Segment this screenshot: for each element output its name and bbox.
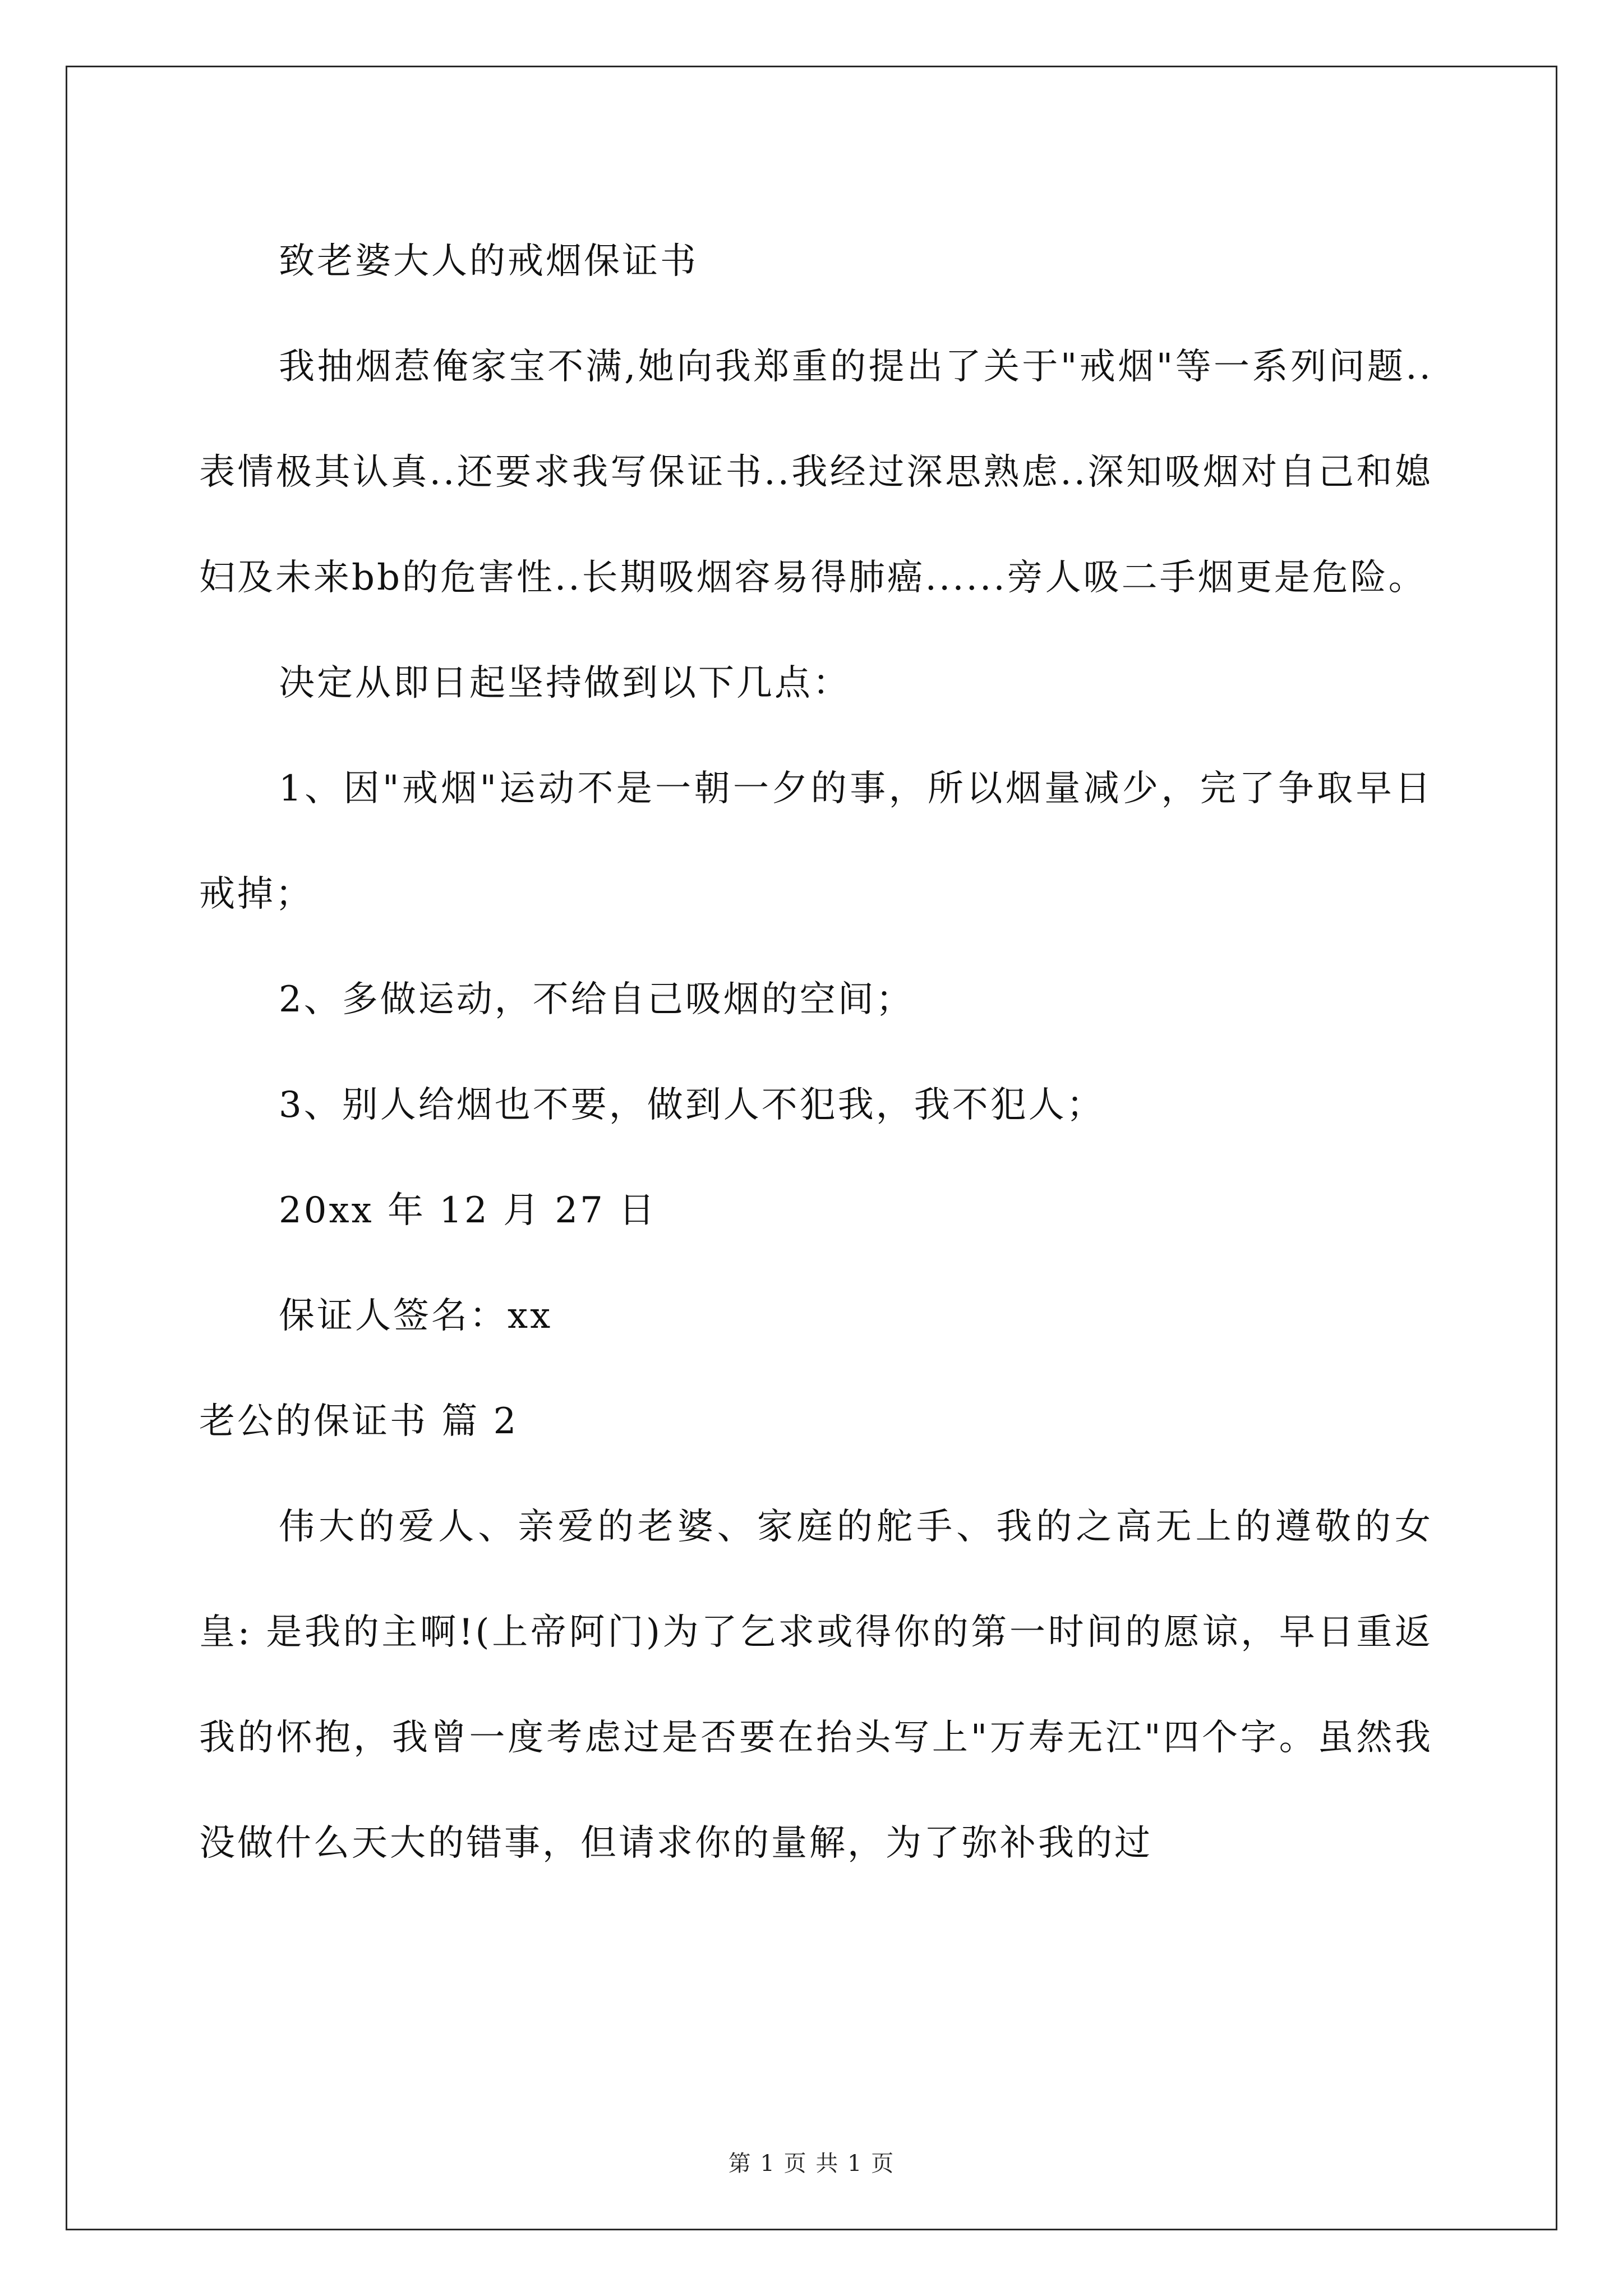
letter-title: 致老婆大人的戒烟保证书	[279, 241, 698, 282]
list-item-1: 1、因"戒烟"运动不是一朝一夕的事，所以烟量减少，完了争取早日戒掉；	[199, 768, 1433, 915]
page-footer: 第 1 页 共 1 页	[728, 2151, 895, 2177]
list-item-3: 3、别人给烟也不要，做到人不犯我，我不犯人；	[279, 1084, 1105, 1126]
section-heading: 老公的保证书 篇 2	[199, 1401, 519, 1442]
signature-line: 保证人签名：xx	[279, 1295, 553, 1337]
date-line: 20xx 年 12 月 27 日	[279, 1190, 657, 1231]
paragraph-intro: 我抽烟惹俺家宝不满,她向我郑重的提出了关于"戒烟"等一系列问题..表情极其认真..还要求我写保证书..我经过深思熟虑..深知吸烟对自己和媳妇及未来bb的危害性..长期吸烟容易得肺癌......旁人吸二手烟更是危险。	[199, 346, 1433, 599]
list-item-2: 2、多做运动，不给自己吸烟的空间；	[279, 979, 914, 1020]
document-body	[199, 209, 1433, 1896]
paragraph-section2: 伟大的爱人、亲爱的老婆、家庭的舵手、我的之高无上的遵敬的女皇: 是我的主啊!(上帝阿门)为了乞求或得你的第一时间的愿谅，早日重返我的怀抱，我曾一度考虑过是否要在抬头写上"万寿无江"四个字。虽然我没做什么天大的错事，但请求你的量解，为了弥补我的过	[199, 1506, 1433, 1864]
paragraph-decision: 决定从即日起坚持做到以下几点：	[279, 662, 851, 704]
